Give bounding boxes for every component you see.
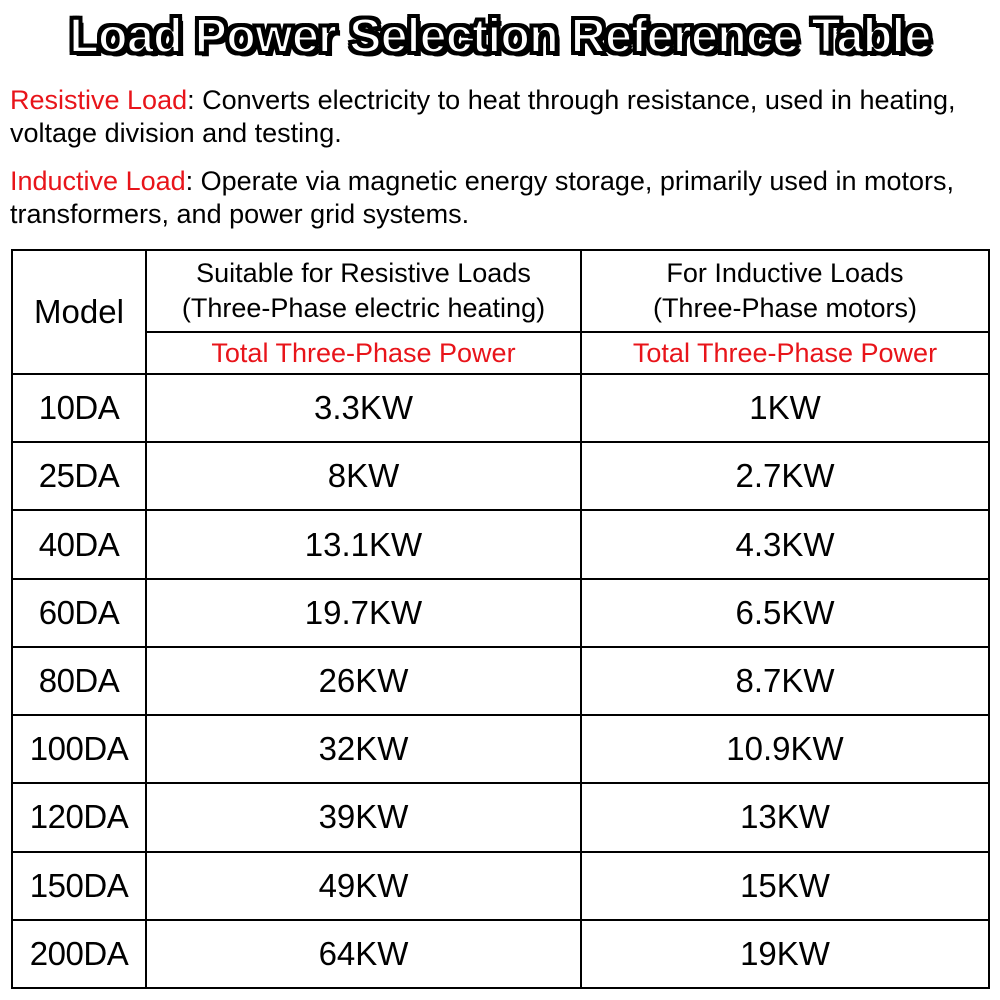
model-cell: 100DA	[12, 715, 146, 783]
inductive-load-text: : Operate via magnetic energy storage, primarily used in motors, transformers, and power grid systems.	[10, 166, 954, 229]
model-cell: 60DA	[12, 579, 146, 647]
inductive-power-cell: 10.9KW	[581, 715, 989, 783]
inductive-power-cell: 15KW	[581, 852, 989, 920]
table-row	[12, 510, 989, 578]
resistive-load-text: : Converts electricity to heat through resistance, used in heating, voltage division and testing.	[10, 85, 956, 148]
resistive-power-cell: 64KW	[146, 920, 581, 988]
resistive-power-cell: 8KW	[146, 442, 581, 510]
model-cell: 200DA	[12, 920, 146, 988]
resistive-column-header	[146, 250, 581, 332]
resistive-load-description	[10, 84, 985, 150]
inductive-load-description	[10, 165, 985, 231]
resistive-power-cell: 39KW	[146, 783, 581, 851]
resistive-power-cell: 26KW	[146, 647, 581, 715]
resistive-load-term: Resistive Load	[10, 85, 188, 115]
model-cell: 25DA	[12, 442, 146, 510]
resistive-header-line2: (Three-Phase electric heating)	[181, 293, 546, 323]
inductive-power-cell: 1KW	[581, 374, 989, 442]
inductive-power-cell: 4.3KW	[581, 510, 989, 578]
table-row	[12, 442, 989, 510]
table-row	[12, 647, 989, 715]
inductive-load-term: Inductive Load	[10, 166, 186, 196]
inductive-power-cell: 6.5KW	[581, 579, 989, 647]
resistive-power-cell: 49KW	[146, 852, 581, 920]
inductive-power-cell: 13KW	[581, 783, 989, 851]
model-cell: 150DA	[12, 852, 146, 920]
table-row	[12, 852, 989, 920]
model-cell: 120DA	[12, 783, 146, 851]
table-row	[12, 783, 989, 851]
inductive-power-cell: 8.7KW	[581, 647, 989, 715]
table-row	[12, 920, 989, 988]
resistive-power-cell: 32KW	[146, 715, 581, 783]
inductive-header-line1: For Inductive Loads	[666, 258, 904, 288]
resistive-power-cell: 19.7KW	[146, 579, 581, 647]
inductive-power-cell: 2.7KW	[581, 442, 989, 510]
resistive-power-cell: 3.3KW	[146, 374, 581, 442]
resistive-header-line1: Suitable for Resistive Loads	[196, 258, 531, 288]
resistive-subheader: Total Three-Phase Power	[146, 332, 581, 374]
model-column-header: Model	[12, 250, 146, 374]
model-cell: 80DA	[12, 647, 146, 715]
table-row	[12, 579, 989, 647]
inductive-power-cell: 19KW	[581, 920, 989, 988]
load-power-table	[11, 249, 990, 989]
inductive-subheader: Total Three-Phase Power	[581, 332, 989, 374]
model-cell: 10DA	[12, 374, 146, 442]
inductive-column-header	[581, 250, 989, 332]
resistive-power-cell: 13.1KW	[146, 510, 581, 578]
page-title: Load Power Selection Reference Table	[69, 10, 931, 63]
table-row	[12, 715, 989, 783]
inductive-header-line2: (Three-Phase motors)	[652, 293, 918, 323]
model-cell: 40DA	[12, 510, 146, 578]
table-row	[12, 374, 989, 442]
